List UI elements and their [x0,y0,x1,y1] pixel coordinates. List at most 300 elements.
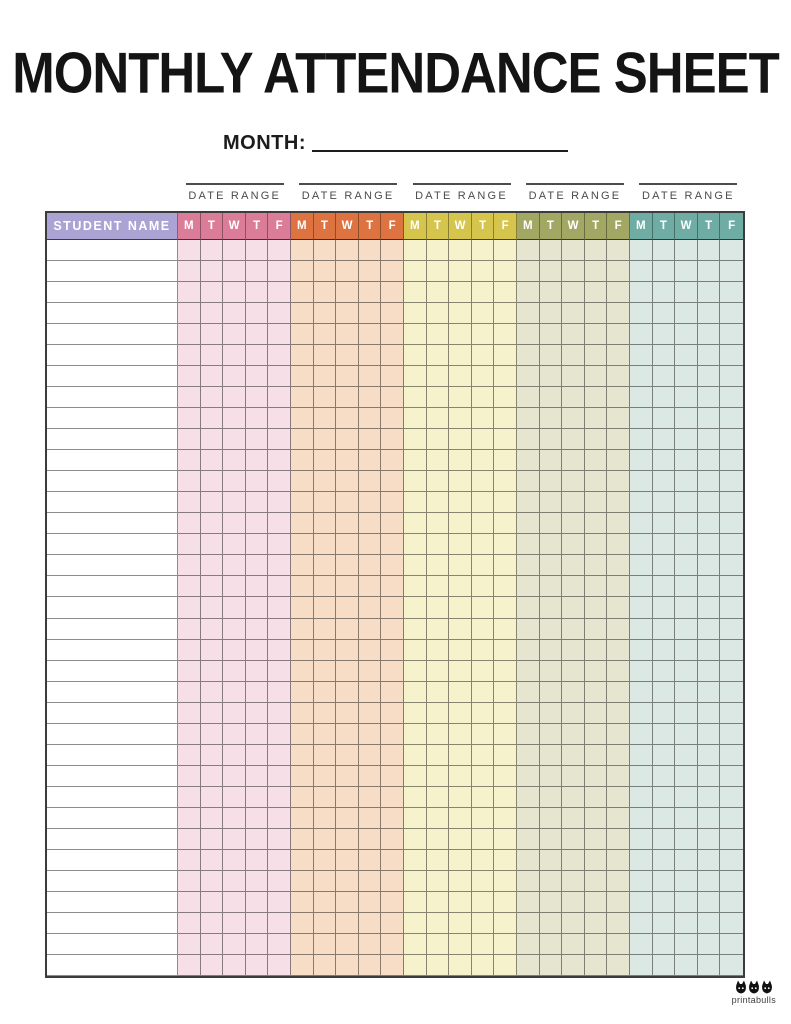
attendance-mark-cell[interactable] [314,429,337,450]
attendance-mark-cell[interactable] [201,261,224,282]
attendance-mark-cell[interactable] [720,661,743,682]
attendance-mark-cell[interactable] [540,892,563,913]
attendance-mark-cell[interactable] [359,892,382,913]
attendance-mark-cell[interactable] [336,619,359,640]
month-input-line[interactable] [312,149,568,152]
attendance-mark-cell[interactable] [630,808,653,829]
attendance-mark-cell[interactable] [404,429,427,450]
attendance-mark-cell[interactable] [472,808,495,829]
attendance-mark-cell[interactable] [562,955,585,976]
attendance-mark-cell[interactable] [381,619,404,640]
attendance-mark-cell[interactable] [427,934,450,955]
attendance-mark-cell[interactable] [653,576,676,597]
attendance-mark-cell[interactable] [381,597,404,618]
attendance-mark-cell[interactable] [404,555,427,576]
attendance-mark-cell[interactable] [449,661,472,682]
attendance-mark-cell[interactable] [223,303,246,324]
attendance-mark-cell[interactable] [517,513,540,534]
attendance-mark-cell[interactable] [698,934,721,955]
attendance-mark-cell[interactable] [720,345,743,366]
attendance-mark-cell[interactable] [494,471,517,492]
attendance-mark-cell[interactable] [472,661,495,682]
attendance-mark-cell[interactable] [675,808,698,829]
attendance-mark-cell[interactable] [201,913,224,934]
attendance-mark-cell[interactable] [494,724,517,745]
attendance-mark-cell[interactable] [404,450,427,471]
attendance-mark-cell[interactable] [246,303,269,324]
attendance-mark-cell[interactable] [268,787,291,808]
attendance-mark-cell[interactable] [291,703,314,724]
attendance-mark-cell[interactable] [517,450,540,471]
attendance-mark-cell[interactable] [675,597,698,618]
attendance-mark-cell[interactable] [562,787,585,808]
attendance-mark-cell[interactable] [675,955,698,976]
attendance-mark-cell[interactable] [404,661,427,682]
attendance-mark-cell[interactable] [675,408,698,429]
attendance-mark-cell[interactable] [653,892,676,913]
attendance-mark-cell[interactable] [720,555,743,576]
student-name-cell[interactable] [47,450,178,471]
attendance-mark-cell[interactable] [472,619,495,640]
attendance-mark-cell[interactable] [223,955,246,976]
attendance-mark-cell[interactable] [381,282,404,303]
attendance-mark-cell[interactable] [404,787,427,808]
attendance-mark-cell[interactable] [698,913,721,934]
student-name-cell[interactable] [47,640,178,661]
student-name-cell[interactable] [47,913,178,934]
attendance-mark-cell[interactable] [630,366,653,387]
attendance-mark-cell[interactable] [246,892,269,913]
attendance-mark-cell[interactable] [427,871,450,892]
attendance-mark-cell[interactable] [404,576,427,597]
attendance-mark-cell[interactable] [336,471,359,492]
attendance-mark-cell[interactable] [268,387,291,408]
attendance-mark-cell[interactable] [291,766,314,787]
attendance-mark-cell[interactable] [630,261,653,282]
attendance-mark-cell[interactable] [404,808,427,829]
attendance-mark-cell[interactable] [562,745,585,766]
attendance-mark-cell[interactable] [494,787,517,808]
attendance-mark-cell[interactable] [562,724,585,745]
attendance-mark-cell[interactable] [472,450,495,471]
attendance-mark-cell[interactable] [698,955,721,976]
student-name-cell[interactable] [47,513,178,534]
attendance-mark-cell[interactable] [223,429,246,450]
attendance-mark-cell[interactable] [449,829,472,850]
student-name-cell[interactable] [47,745,178,766]
attendance-mark-cell[interactable] [472,303,495,324]
attendance-mark-cell[interactable] [359,261,382,282]
student-name-cell[interactable] [47,892,178,913]
attendance-mark-cell[interactable] [653,597,676,618]
attendance-mark-cell[interactable] [630,892,653,913]
attendance-mark-cell[interactable] [359,640,382,661]
attendance-mark-cell[interactable] [336,345,359,366]
attendance-mark-cell[interactable] [607,576,630,597]
attendance-mark-cell[interactable] [246,829,269,850]
attendance-mark-cell[interactable] [268,619,291,640]
attendance-mark-cell[interactable] [291,787,314,808]
attendance-mark-cell[interactable] [223,450,246,471]
attendance-mark-cell[interactable] [720,471,743,492]
attendance-mark-cell[interactable] [630,303,653,324]
attendance-mark-cell[interactable] [449,345,472,366]
attendance-mark-cell[interactable] [675,850,698,871]
attendance-mark-cell[interactable] [404,724,427,745]
attendance-mark-cell[interactable] [381,892,404,913]
attendance-mark-cell[interactable] [720,640,743,661]
attendance-mark-cell[interactable] [246,934,269,955]
attendance-mark-cell[interactable] [268,745,291,766]
attendance-mark-cell[interactable] [540,240,563,261]
attendance-mark-cell[interactable] [720,913,743,934]
attendance-mark-cell[interactable] [517,534,540,555]
attendance-mark-cell[interactable] [359,534,382,555]
attendance-mark-cell[interactable] [314,597,337,618]
attendance-mark-cell[interactable] [201,640,224,661]
attendance-mark-cell[interactable] [517,682,540,703]
attendance-mark-cell[interactable] [720,261,743,282]
attendance-mark-cell[interactable] [630,387,653,408]
attendance-mark-cell[interactable] [427,555,450,576]
attendance-mark-cell[interactable] [359,492,382,513]
attendance-mark-cell[interactable] [359,429,382,450]
attendance-mark-cell[interactable] [540,261,563,282]
attendance-mark-cell[interactable] [517,492,540,513]
attendance-mark-cell[interactable] [381,345,404,366]
attendance-mark-cell[interactable] [336,513,359,534]
attendance-mark-cell[interactable] [291,808,314,829]
attendance-mark-cell[interactable] [720,597,743,618]
attendance-mark-cell[interactable] [404,640,427,661]
attendance-mark-cell[interactable] [607,724,630,745]
attendance-mark-cell[interactable] [201,282,224,303]
attendance-mark-cell[interactable] [517,429,540,450]
attendance-mark-cell[interactable] [246,955,269,976]
attendance-mark-cell[interactable] [449,366,472,387]
attendance-mark-cell[interactable] [630,324,653,345]
attendance-mark-cell[interactable] [607,534,630,555]
attendance-mark-cell[interactable] [517,934,540,955]
attendance-mark-cell[interactable] [449,492,472,513]
attendance-mark-cell[interactable] [720,240,743,261]
attendance-mark-cell[interactable] [585,934,608,955]
attendance-mark-cell[interactable] [653,955,676,976]
attendance-mark-cell[interactable] [720,892,743,913]
attendance-mark-cell[interactable] [562,324,585,345]
attendance-mark-cell[interactable] [291,892,314,913]
attendance-mark-cell[interactable] [585,324,608,345]
attendance-mark-cell[interactable] [246,324,269,345]
attendance-mark-cell[interactable] [268,240,291,261]
attendance-mark-cell[interactable] [607,955,630,976]
attendance-mark-cell[interactable] [585,534,608,555]
attendance-mark-cell[interactable] [359,829,382,850]
attendance-mark-cell[interactable] [675,366,698,387]
attendance-mark-cell[interactable] [178,303,201,324]
attendance-mark-cell[interactable] [178,766,201,787]
attendance-mark-cell[interactable] [178,282,201,303]
attendance-mark-cell[interactable] [607,492,630,513]
attendance-mark-cell[interactable] [223,408,246,429]
attendance-mark-cell[interactable] [268,955,291,976]
attendance-mark-cell[interactable] [246,555,269,576]
attendance-mark-cell[interactable] [585,619,608,640]
student-name-cell[interactable] [47,724,178,745]
attendance-mark-cell[interactable] [698,303,721,324]
attendance-mark-cell[interactable] [201,871,224,892]
attendance-mark-cell[interactable] [268,534,291,555]
attendance-mark-cell[interactable] [178,366,201,387]
attendance-mark-cell[interactable] [607,324,630,345]
attendance-mark-cell[interactable] [427,240,450,261]
attendance-mark-cell[interactable] [314,471,337,492]
attendance-mark-cell[interactable] [494,492,517,513]
attendance-mark-cell[interactable] [472,576,495,597]
attendance-mark-cell[interactable] [494,850,517,871]
attendance-mark-cell[interactable] [178,829,201,850]
attendance-mark-cell[interactable] [472,282,495,303]
attendance-mark-cell[interactable] [291,682,314,703]
attendance-mark-cell[interactable] [314,724,337,745]
attendance-mark-cell[interactable] [585,240,608,261]
attendance-mark-cell[interactable] [336,450,359,471]
attendance-mark-cell[interactable] [698,661,721,682]
attendance-mark-cell[interactable] [653,534,676,555]
attendance-mark-cell[interactable] [404,682,427,703]
attendance-mark-cell[interactable] [494,661,517,682]
attendance-mark-cell[interactable] [653,619,676,640]
attendance-mark-cell[interactable] [223,640,246,661]
attendance-mark-cell[interactable] [540,576,563,597]
attendance-mark-cell[interactable] [246,850,269,871]
attendance-mark-cell[interactable] [427,619,450,640]
attendance-mark-cell[interactable] [607,450,630,471]
attendance-mark-cell[interactable] [268,829,291,850]
attendance-mark-cell[interactable] [404,471,427,492]
attendance-mark-cell[interactable] [720,387,743,408]
attendance-mark-cell[interactable] [359,934,382,955]
attendance-mark-cell[interactable] [630,724,653,745]
student-name-cell[interactable] [47,261,178,282]
attendance-mark-cell[interactable] [201,240,224,261]
attendance-mark-cell[interactable] [585,429,608,450]
attendance-mark-cell[interactable] [517,240,540,261]
attendance-mark-cell[interactable] [630,513,653,534]
attendance-mark-cell[interactable] [223,555,246,576]
attendance-mark-cell[interactable] [653,240,676,261]
student-name-cell[interactable] [47,829,178,850]
attendance-mark-cell[interactable] [472,787,495,808]
attendance-mark-cell[interactable] [246,240,269,261]
attendance-mark-cell[interactable] [427,366,450,387]
attendance-mark-cell[interactable] [562,429,585,450]
attendance-mark-cell[interactable] [201,303,224,324]
attendance-mark-cell[interactable] [427,745,450,766]
attendance-mark-cell[interactable] [540,682,563,703]
attendance-mark-cell[interactable] [562,387,585,408]
attendance-mark-cell[interactable] [698,808,721,829]
attendance-mark-cell[interactable] [201,724,224,745]
attendance-mark-cell[interactable] [359,619,382,640]
attendance-mark-cell[interactable] [268,555,291,576]
attendance-mark-cell[interactable] [336,745,359,766]
attendance-mark-cell[interactable] [698,534,721,555]
attendance-mark-cell[interactable] [472,829,495,850]
attendance-mark-cell[interactable] [314,955,337,976]
attendance-mark-cell[interactable] [540,366,563,387]
attendance-mark-cell[interactable] [178,661,201,682]
student-name-cell[interactable] [47,555,178,576]
attendance-mark-cell[interactable] [223,619,246,640]
attendance-mark-cell[interactable] [494,408,517,429]
attendance-mark-cell[interactable] [607,345,630,366]
attendance-mark-cell[interactable] [359,808,382,829]
attendance-mark-cell[interactable] [246,429,269,450]
attendance-mark-cell[interactable] [427,303,450,324]
attendance-mark-cell[interactable] [494,913,517,934]
attendance-mark-cell[interactable] [291,471,314,492]
attendance-mark-cell[interactable] [517,619,540,640]
attendance-mark-cell[interactable] [314,934,337,955]
attendance-mark-cell[interactable] [201,429,224,450]
student-name-cell[interactable] [47,492,178,513]
attendance-mark-cell[interactable] [472,597,495,618]
attendance-mark-cell[interactable] [381,934,404,955]
attendance-mark-cell[interactable] [314,240,337,261]
attendance-mark-cell[interactable] [607,387,630,408]
attendance-mark-cell[interactable] [630,450,653,471]
attendance-mark-cell[interactable] [381,303,404,324]
attendance-mark-cell[interactable] [178,850,201,871]
attendance-mark-cell[interactable] [630,913,653,934]
attendance-mark-cell[interactable] [381,829,404,850]
attendance-mark-cell[interactable] [698,366,721,387]
attendance-mark-cell[interactable] [585,661,608,682]
attendance-mark-cell[interactable] [585,282,608,303]
attendance-mark-cell[interactable] [291,534,314,555]
attendance-mark-cell[interactable] [178,787,201,808]
attendance-mark-cell[interactable] [449,513,472,534]
attendance-mark-cell[interactable] [720,682,743,703]
attendance-mark-cell[interactable] [698,871,721,892]
attendance-mark-cell[interactable] [336,829,359,850]
attendance-mark-cell[interactable] [201,555,224,576]
attendance-mark-cell[interactable] [585,303,608,324]
attendance-mark-cell[interactable] [698,892,721,913]
attendance-mark-cell[interactable] [494,429,517,450]
attendance-mark-cell[interactable] [698,429,721,450]
attendance-mark-cell[interactable] [268,492,291,513]
attendance-mark-cell[interactable] [449,324,472,345]
attendance-mark-cell[interactable] [585,366,608,387]
attendance-mark-cell[interactable] [381,513,404,534]
student-name-cell[interactable] [47,955,178,976]
attendance-mark-cell[interactable] [336,724,359,745]
attendance-mark-cell[interactable] [314,913,337,934]
attendance-mark-cell[interactable] [449,640,472,661]
attendance-mark-cell[interactable] [314,366,337,387]
attendance-mark-cell[interactable] [562,682,585,703]
attendance-mark-cell[interactable] [201,619,224,640]
attendance-mark-cell[interactable] [336,303,359,324]
attendance-mark-cell[interactable] [268,808,291,829]
attendance-mark-cell[interactable] [675,661,698,682]
attendance-mark-cell[interactable] [494,366,517,387]
student-name-cell[interactable] [47,303,178,324]
attendance-mark-cell[interactable] [540,429,563,450]
attendance-mark-cell[interactable] [585,576,608,597]
attendance-mark-cell[interactable] [449,555,472,576]
attendance-mark-cell[interactable] [223,913,246,934]
student-name-cell[interactable] [47,871,178,892]
attendance-mark-cell[interactable] [291,724,314,745]
attendance-mark-cell[interactable] [653,640,676,661]
attendance-mark-cell[interactable] [449,850,472,871]
attendance-mark-cell[interactable] [381,766,404,787]
attendance-mark-cell[interactable] [675,682,698,703]
attendance-mark-cell[interactable] [675,640,698,661]
attendance-mark-cell[interactable] [381,240,404,261]
attendance-mark-cell[interactable] [562,661,585,682]
attendance-mark-cell[interactable] [223,576,246,597]
attendance-mark-cell[interactable] [607,787,630,808]
attendance-mark-cell[interactable] [201,576,224,597]
student-name-cell[interactable] [47,324,178,345]
attendance-mark-cell[interactable] [607,661,630,682]
attendance-mark-cell[interactable] [540,408,563,429]
attendance-mark-cell[interactable] [517,576,540,597]
attendance-mark-cell[interactable] [562,619,585,640]
attendance-mark-cell[interactable] [336,555,359,576]
attendance-mark-cell[interactable] [268,282,291,303]
attendance-mark-cell[interactable] [359,597,382,618]
attendance-mark-cell[interactable] [630,829,653,850]
attendance-mark-cell[interactable] [404,745,427,766]
attendance-mark-cell[interactable] [178,597,201,618]
attendance-mark-cell[interactable] [359,913,382,934]
attendance-mark-cell[interactable] [246,408,269,429]
attendance-mark-cell[interactable] [427,408,450,429]
attendance-mark-cell[interactable] [653,261,676,282]
attendance-mark-cell[interactable] [359,366,382,387]
attendance-mark-cell[interactable] [381,387,404,408]
attendance-mark-cell[interactable] [314,892,337,913]
student-name-cell[interactable] [47,534,178,555]
student-name-cell[interactable] [47,703,178,724]
attendance-mark-cell[interactable] [201,661,224,682]
attendance-mark-cell[interactable] [585,808,608,829]
attendance-mark-cell[interactable] [223,934,246,955]
attendance-mark-cell[interactable] [720,324,743,345]
attendance-mark-cell[interactable] [449,450,472,471]
attendance-mark-cell[interactable] [562,913,585,934]
student-name-cell[interactable] [47,345,178,366]
attendance-mark-cell[interactable] [698,408,721,429]
attendance-mark-cell[interactable] [675,724,698,745]
student-name-cell[interactable] [47,429,178,450]
attendance-mark-cell[interactable] [449,534,472,555]
attendance-mark-cell[interactable] [698,324,721,345]
attendance-mark-cell[interactable] [404,240,427,261]
attendance-mark-cell[interactable] [246,261,269,282]
attendance-mark-cell[interactable] [562,555,585,576]
attendance-mark-cell[interactable] [427,576,450,597]
attendance-mark-cell[interactable] [427,261,450,282]
attendance-mark-cell[interactable] [607,408,630,429]
attendance-mark-cell[interactable] [404,261,427,282]
attendance-mark-cell[interactable] [540,450,563,471]
